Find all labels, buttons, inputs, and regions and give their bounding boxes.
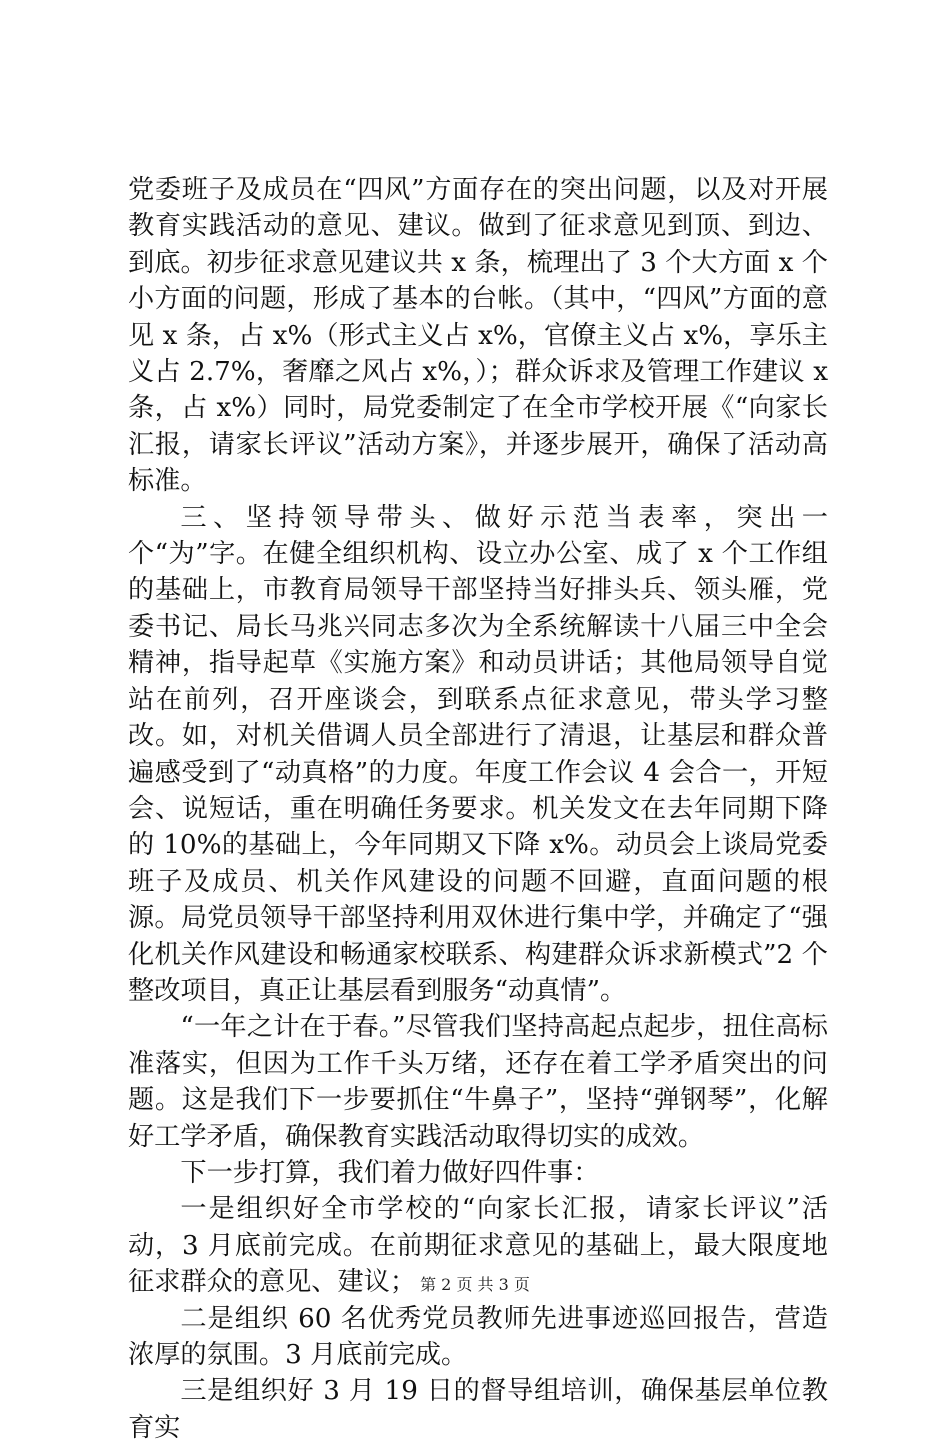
document-body [128, 172, 828, 1446]
paragraph-item-three: 三是组织好 3 月 19 日的督导组培训，确保基层单位教育实 [128, 1376, 828, 1443]
paragraph-item-two: 二是组织 60 名优秀党员教师先进事迹巡回报告，营造浓厚的氛围。3 月底前完成。 [128, 1303, 828, 1370]
paragraph-problems: “一年之计在于春。”尽管我们坚持高起点起步，扭住高标准落实，但因为工作千头万绪，还存在着工学矛盾突出的问题。这是我们下一步要抓住“牛鼻子”，坚持“弹钢琴”，化解好工学矛盾，确保教育实践活动取得切实的成效。 [128, 1012, 828, 1152]
paragraph-next-steps-intro: 下一步打算，我们着力做好四件事： [180, 1157, 600, 1188]
paragraph-section-three: 三、坚持领导带头、做好示范当表率，突出一个“为”字。在健全组织机构、设立办公室、成了 x 个工作组的基础上，市教育局领导干部坚持当好排头兵、领头雁，党委书记、局长马兆兴同志多次为全系统解读十八届三中全会精神，指导起草《实施方案》和动员讲话；其他局领导自觉站在前列，召开座谈会，到联系点征求意见，带头学习整改。如，对机关借调人员全部进行了清退，让基层和群众普遍感受到了“动真格”的力度。年度工作会议 4 会合一，开短会、说短话，重在明确任务要求。机关发文在去年同期下降的 10%的基础上，今年同期又下降 x%。动员会上谈局党委班子及成员、机关作风建设的问题不回避，直面问题的根源。局党员领导干部坚持利用双休进行集中学，并确定了“强化机关作风建设和畅通家校联系、构建群众诉求新模式”2 个整改项目，真正让基层看到服务“动真情”。 [128, 502, 828, 1006]
paragraph-item-one: 一是组织好全市学校的“向家长汇报，请家长评议”活动，3 月底前完成。在前期征求意见的基础上，最大限度地征求群众的意见、建议； [128, 1194, 828, 1298]
page-number-footer: 第 2 页 共 3 页 [420, 1275, 530, 1294]
paragraph-continuation: 党委班子及成员在“四风”方面存在的突出问题，以及对开展教育实践活动的意见、建议。做到了征求意见到顶、到边、到底。初步征求意见建议共 x 条，梳理出了 3 个大方面 x 个小方面的问题，形成了基本的台帐。（其中，“四风”方面的意见 x 条，占 x%（形式主义占 x%，官僚主义占 x%，享乐主义占 2.7%，奢靡之风占 x%，）；群众诉求及管理工作建议 x 条，占 x%）同时，局党委制定了在全市学校开展《“向家长汇报，请家长评议”活动方案》，并逐步展开，确保了活动高标准。 [128, 175, 828, 497]
